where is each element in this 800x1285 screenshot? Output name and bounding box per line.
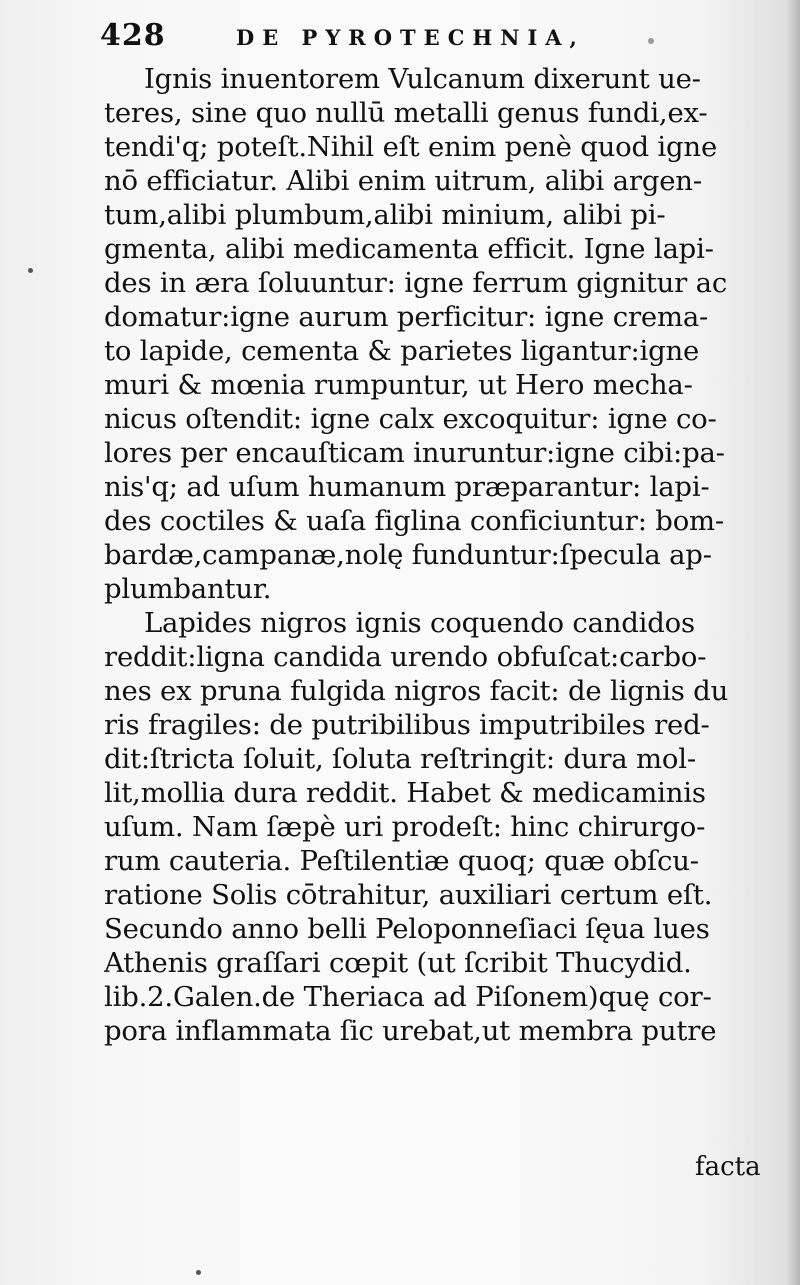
text-line: domatur:igne aurum perficitur: igne crema- — [104, 301, 709, 333]
text-line: pora inflammata ſic urebat,ut membra putre — [104, 1015, 717, 1047]
text-line: ratione Solis cōtrahitur, auxiliari certum eſt. — [104, 879, 713, 911]
text-line: lores per encauſticam inuruntur:igne cibi:pa- — [104, 437, 725, 469]
page-number: 428 — [100, 18, 166, 53]
text-line: nō efficiatur. Alibi enim uitrum, alibi argen- — [104, 165, 702, 197]
text-line: des coctiles & uaſa figlina conficiuntur: bom- — [104, 505, 725, 537]
text-line: Athenis graſſari cœpit (ut ſcribit Thucydid. — [104, 947, 692, 979]
ink-speck — [28, 268, 33, 273]
text-line: reddit:ligna candida urendo obfuſcat:carbo- — [104, 641, 707, 673]
text-line: dit:ſtricta ſoluit, ſoluta reſtringit: dura mol- — [104, 743, 696, 775]
text-line: uſum. Nam ſæpè uri prodeſt: hinc chirurgo- — [104, 811, 706, 843]
page-edge-shadow — [786, 0, 800, 1285]
text-line: nicus oſtendit: igne calx excoquitur: igne co- — [104, 403, 717, 435]
catchword: facta — [695, 1152, 761, 1182]
text-line: des in æra ſoluuntur: igne ferrum gignitur ac — [104, 267, 728, 299]
ink-speck — [196, 1270, 201, 1275]
running-title: DE PYROTECHNIA, — [236, 25, 585, 50]
text-line: plumbantur. — [104, 573, 272, 605]
body-text — [104, 62, 772, 1048]
text-line: bardæ,campanæ,nolę funduntur:ſpecula ap- — [104, 539, 712, 571]
text-line: muri & mœnia rumpuntur, ut Hero mecha- — [104, 369, 693, 401]
text-line: tendi'q; poteſt.Nihil eſt enim penè quod igne — [104, 131, 718, 163]
ink-speck — [648, 38, 654, 44]
text-line: ris fragiles: de putribilibus imputribiles red- — [104, 709, 710, 741]
text-line: teres, sine quo nullū metalli genus fundi,ex- — [104, 97, 708, 129]
text-line: lib.2.Galen.de Theriaca ad Piſonem)quę cor- — [104, 981, 712, 1013]
text-line: Ignis inuentorem Vulcanum dixerunt ue- — [144, 63, 701, 95]
text-line: lit,mollia dura reddit. Habet & medicaminis — [104, 777, 706, 809]
text-line: to lapide, cementa & parietes ligantur:igne — [104, 335, 700, 367]
text-line: Secundo anno belli Peloponneſiaci ſęua lues — [104, 913, 710, 945]
text-line: nes ex pruna fulgida nigros facit: de lignis du — [104, 675, 729, 707]
text-line: rum cauteria. Peſtilentiæ quoq; quæ obſcu- — [104, 845, 699, 877]
text-line: tum,alibi plumbum,alibi minium, alibi pi- — [104, 199, 666, 231]
text-line: gmenta, alibi medicamenta efficit. Igne lapi- — [104, 233, 714, 265]
text-line: nis'q; ad uſum humanum præparantur: lapi- — [104, 471, 710, 503]
text-line: Lapides nigros ignis coquendo candidos — [144, 607, 695, 639]
running-head — [100, 18, 740, 64]
